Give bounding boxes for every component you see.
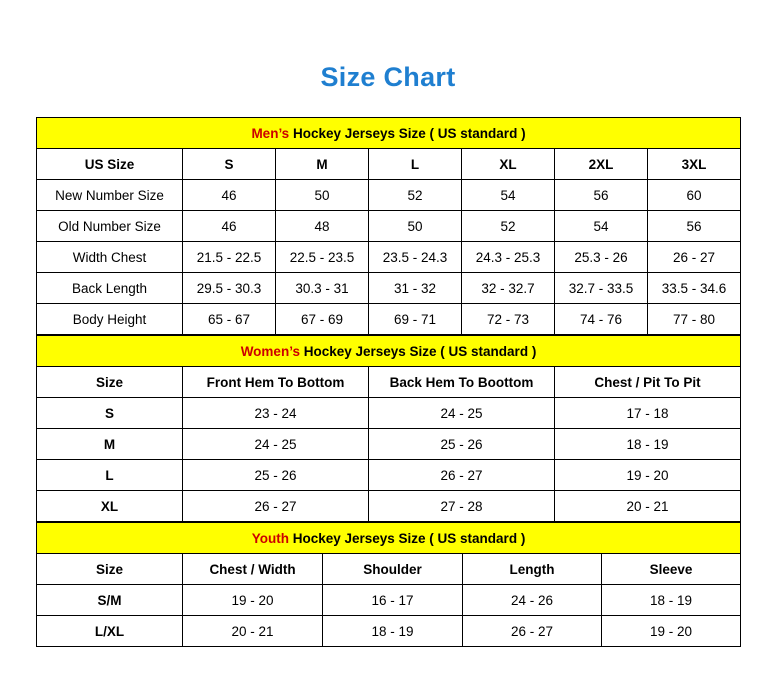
row-label: Body Height — [37, 304, 183, 335]
mens-band-accent: Men’s — [251, 125, 290, 141]
table-cell: 54 — [555, 211, 648, 242]
youth-header-cell: Chest / Width — [183, 554, 323, 585]
womens-header-cell: Chest / Pit To Pit — [555, 367, 741, 398]
table-cell: 19 - 20 — [183, 585, 323, 616]
table-cell: 20 - 21 — [555, 491, 741, 522]
table-cell: 52 — [462, 211, 555, 242]
youth-band-row — [37, 523, 741, 554]
tables-container — [36, 117, 740, 647]
womens-header-row — [37, 367, 741, 398]
table-cell: 72 - 73 — [462, 304, 555, 335]
row-label: S/M — [37, 585, 183, 616]
womens-band-row — [37, 336, 741, 367]
table-cell: 77 - 80 — [648, 304, 741, 335]
table-cell: 50 — [369, 211, 462, 242]
table-cell: 50 — [276, 180, 369, 211]
table-cell: 18 - 19 — [555, 429, 741, 460]
youth-size-table — [36, 522, 741, 647]
table-row — [37, 585, 741, 616]
row-label: Old Number Size — [37, 211, 183, 242]
table-cell: 31 - 32 — [369, 273, 462, 304]
mens-header-cell: S — [183, 149, 276, 180]
table-cell: 65 - 67 — [183, 304, 276, 335]
table-cell: 67 - 69 — [276, 304, 369, 335]
womens-header-cell: Size — [37, 367, 183, 398]
youth-header-cell: Length — [463, 554, 602, 585]
youth-band-rest: Hockey Jerseys Size ( US standard ) — [288, 530, 526, 546]
table-cell: 25 - 26 — [369, 429, 555, 460]
table-cell: 19 - 20 — [602, 616, 741, 647]
table-cell: 26 - 27 — [183, 491, 369, 522]
row-label: New Number Size — [37, 180, 183, 211]
table-cell: 54 — [462, 180, 555, 211]
table-cell: 48 — [276, 211, 369, 242]
mens-band-row — [37, 118, 741, 149]
womens-size-table — [36, 335, 741, 522]
mens-header-cell: US Size — [37, 149, 183, 180]
table-cell: 46 — [183, 180, 276, 211]
row-label: XL — [37, 491, 183, 522]
table-cell: 32.7 - 33.5 — [555, 273, 648, 304]
mens-header-row — [37, 149, 741, 180]
table-cell: 26 - 27 — [463, 616, 602, 647]
womens-header-cell: Back Hem To Boottom — [369, 367, 555, 398]
table-cell: 18 - 19 — [323, 616, 463, 647]
table-cell: 24 - 25 — [369, 398, 555, 429]
table-cell: 16 - 17 — [323, 585, 463, 616]
table-cell: 30.3 - 31 — [276, 273, 369, 304]
table-cell: 32 - 32.7 — [462, 273, 555, 304]
table-cell: 24.3 - 25.3 — [462, 242, 555, 273]
mens-header-cell: XL — [462, 149, 555, 180]
youth-band-title — [37, 523, 741, 554]
womens-band-rest: Hockey Jerseys Size ( US standard ) — [299, 343, 537, 359]
table-cell: 60 — [648, 180, 741, 211]
mens-band-rest: Hockey Jerseys Size ( US standard ) — [289, 125, 526, 141]
mens-header-cell: 3XL — [648, 149, 741, 180]
table-cell: 17 - 18 — [555, 398, 741, 429]
mens-header-cell: 2XL — [555, 149, 648, 180]
table-cell: 52 — [369, 180, 462, 211]
table-cell: 25 - 26 — [183, 460, 369, 491]
table-cell: 25.3 - 26 — [555, 242, 648, 273]
youth-header-cell: Sleeve — [602, 554, 741, 585]
table-cell: 56 — [555, 180, 648, 211]
table-row — [37, 398, 741, 429]
table-row — [37, 304, 741, 335]
table-row — [37, 180, 741, 211]
womens-header-cell: Front Hem To Bottom — [183, 367, 369, 398]
table-cell: 26 - 27 — [369, 460, 555, 491]
table-cell: 20 - 21 — [183, 616, 323, 647]
table-row — [37, 242, 741, 273]
table-cell: 18 - 19 — [602, 585, 741, 616]
table-cell: 22.5 - 23.5 — [276, 242, 369, 273]
table-cell: 74 - 76 — [555, 304, 648, 335]
table-cell: 24 - 26 — [463, 585, 602, 616]
page-title: Size Chart — [320, 62, 456, 92]
table-cell: 33.5 - 34.6 — [648, 273, 741, 304]
youth-band-accent: Youth — [251, 530, 289, 546]
table-row — [37, 429, 741, 460]
table-row — [37, 211, 741, 242]
table-cell: 69 - 71 — [369, 304, 462, 335]
table-cell: 19 - 20 — [555, 460, 741, 491]
womens-band-accent: Women’s — [240, 343, 300, 359]
row-label: L/XL — [37, 616, 183, 647]
row-label: L — [37, 460, 183, 491]
table-row — [37, 491, 741, 522]
table-cell: 46 — [183, 211, 276, 242]
table-cell: 27 - 28 — [369, 491, 555, 522]
table-cell: 23.5 - 24.3 — [369, 242, 462, 273]
row-label: M — [37, 429, 183, 460]
table-row — [37, 616, 741, 647]
table-cell: 24 - 25 — [183, 429, 369, 460]
mens-header-cell: M — [276, 149, 369, 180]
table-cell: 26 - 27 — [648, 242, 741, 273]
womens-band-title — [37, 336, 741, 367]
mens-header-cell: L — [369, 149, 462, 180]
row-label: S — [37, 398, 183, 429]
youth-header-cell: Shoulder — [323, 554, 463, 585]
table-cell: 56 — [648, 211, 741, 242]
mens-band-title — [37, 118, 741, 149]
row-label: Back Length — [37, 273, 183, 304]
table-cell: 23 - 24 — [183, 398, 369, 429]
table-cell: 21.5 - 22.5 — [183, 242, 276, 273]
table-cell: 29.5 - 30.3 — [183, 273, 276, 304]
row-label: Width Chest — [37, 242, 183, 273]
youth-header-row — [37, 554, 741, 585]
table-row — [37, 460, 741, 491]
table-row — [37, 273, 741, 304]
mens-size-table — [36, 117, 741, 335]
youth-header-cell: Size — [37, 554, 183, 585]
